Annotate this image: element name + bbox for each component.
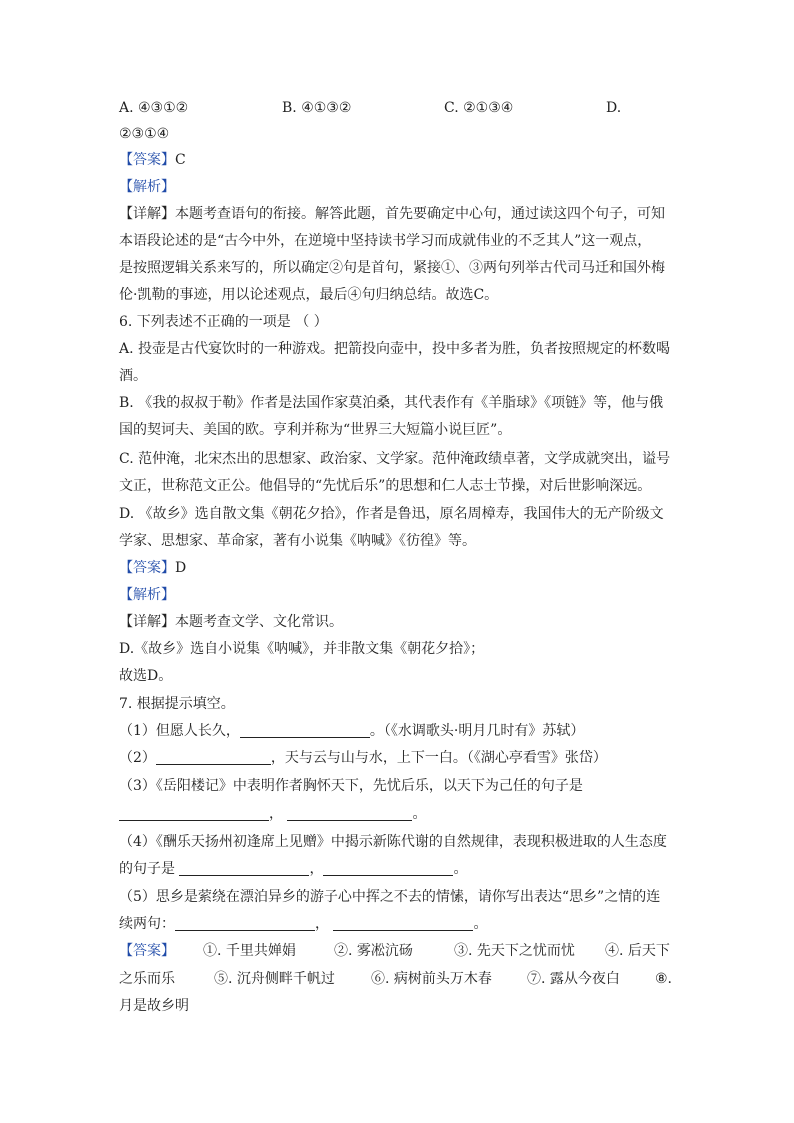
fill-blank[interactable] <box>175 914 315 931</box>
q7-answer-line1 <box>119 938 679 964</box>
q7-item-3-line2 <box>119 801 679 827</box>
q7-answer-line3: 月是故乡明 <box>119 998 189 1014</box>
q7-item-5-line2 <box>119 911 679 937</box>
answer-item: ④. 后天下 <box>605 943 670 959</box>
answer-value: D <box>175 560 187 576</box>
q7-item-5-line1: （5）思乡是萦绕在漂泊异乡的游子心中挥之不去的情愫，请你写出表达“思乡”之情的连 <box>119 889 661 905</box>
fill-blank[interactable] <box>323 859 453 876</box>
item-text: 。（《水调歌头·明月几时有》苏轼） <box>369 723 585 739</box>
q5-option-c: C. ②①③④ <box>444 100 514 116</box>
q5-option-d-label: D. <box>606 100 622 116</box>
item-text: 。 <box>473 916 488 932</box>
item-text: （1）但愿人长久， <box>119 723 240 739</box>
q7-answer-line2 <box>119 966 679 992</box>
q5-detail-line: 伦·凯勒的事迹，用以论述观点，最后④句归纳总结。故选C。 <box>119 287 499 303</box>
item-text: 续两句： <box>119 916 175 932</box>
answer-item: ②. 雾凇沆砀 <box>334 943 413 959</box>
q5-option-d-value: ②③①④ <box>119 126 170 142</box>
detail-tag: 【详解】 <box>119 206 175 222</box>
fill-blank[interactable] <box>119 804 269 821</box>
q6-option-line: 国的契诃夫、美国的欧。亨利并称为“世界三大短篇小说巨匠”。 <box>119 422 512 438</box>
q6-option-line: 学家、思想家、革命家，著有小说集《呐喊》《彷徨》等。 <box>119 533 476 549</box>
q6-detail-line <box>119 609 679 635</box>
q6-analysis-tag: 【解析】 <box>119 587 175 603</box>
item-text: 。 <box>453 861 468 877</box>
answer-tag: 【答案】 <box>119 943 175 959</box>
answer-item: ⑥. 病树前头万木春 <box>371 971 492 987</box>
q5-answer <box>119 147 679 173</box>
answer-item: ①. 千里共婵娟 <box>203 943 296 959</box>
answer-item: ⑤. 沉舟侧畔千帆过 <box>214 971 335 987</box>
answer-item: ⑦. 露从今夜白 <box>527 971 620 987</box>
q5-detail-line: 是按照逻辑关系来写的，所以确定②句是首句，紧接①、③两句列举古代司马迁和国外梅 <box>119 260 665 276</box>
q5-detail-line <box>119 201 679 227</box>
q5-option-a: A. ④③①② <box>119 100 189 116</box>
item-text: 的句子是 <box>119 861 175 877</box>
fill-blank[interactable] <box>333 914 473 931</box>
q6-option-line: 文正，世称范文正公。他倡导的“先忧后乐”的思想和仁人志士节操，对后世影响深远。 <box>119 478 652 494</box>
answer-item: ③. 先天下之忧而忧 <box>454 943 575 959</box>
q6-option-line: C. 范仲淹，北宋杰出的思想家、政治家、文学家。范仲淹政绩卓著，文学成就突出，谥号 <box>119 451 671 467</box>
answer-tag: 【答案】 <box>119 152 175 168</box>
item-text: 。 <box>412 806 427 822</box>
fill-blank[interactable] <box>240 721 370 738</box>
answer-value: C <box>175 152 186 168</box>
q6-option-line: A. 投壶是古代宴饮时的一种游戏。把箭投向壶中，投中多者为胜，负者按照规定的杯数喝 <box>119 341 671 357</box>
q7-item-3-line1: （3）《岳阳楼记》中表明作者胸怀天下，先忧后乐，以天下为己任的句子是 <box>119 778 583 794</box>
q7-stem: 7. 根据提示填空。 <box>119 696 235 712</box>
item-text: （2） <box>119 750 156 766</box>
q6-stem: 6. 下列表述不正确的一项是 （ ） <box>119 314 328 330</box>
fill-blank[interactable] <box>179 859 309 876</box>
item-text: ， <box>309 861 324 877</box>
q7-item-2 <box>119 745 679 771</box>
fill-blank[interactable] <box>287 804 412 821</box>
detail-text: 本题考查语句的衔接。解答此题，首先要确定中心句，通过读这四个句子，可知 <box>175 206 665 222</box>
q6-answer <box>119 555 679 581</box>
item-text: ， <box>269 806 283 822</box>
detail-text: 本题考查文学、文化常识。 <box>175 614 343 630</box>
answer-tag: 【答案】 <box>119 560 175 576</box>
item-text: ， <box>315 916 329 932</box>
item-text: ，天与云与山与水，上下一白。（《湖心亭看雪》张岱） <box>270 750 607 766</box>
q5-analysis-tag: 【解析】 <box>119 179 175 195</box>
answer-item: ⑧. <box>655 971 673 987</box>
q7-item-4-line1: （4）《酬乐天扬州初逢席上见赠》中揭示新陈代谢的自然规律，表现积极进取的人生态度 <box>119 834 667 850</box>
detail-tag: 【详解】 <box>119 614 175 630</box>
q7-item-1 <box>119 718 679 744</box>
answer-item: 之乐而乐 <box>119 971 175 987</box>
q6-option-line: B. 《我的叔叔于勒》作者是法国作家莫泊桑，其代表作有《羊脂球》《项链》等，他与俄 <box>119 395 664 411</box>
q5-detail-line: 本语段论述的是“古今中外，在逆境中坚持读书学习而成就伟业的不乏其人”这一观点， <box>119 233 652 249</box>
q7-item-4-line2 <box>119 856 679 882</box>
q6-note-line: 故选D。 <box>119 668 173 684</box>
fill-blank[interactable] <box>156 748 271 765</box>
q6-option-line: D. 《故乡》选自散文集《朝花夕拾》，作者是鲁迅，原名周樟寿，我国伟大的无产阶级文 <box>119 506 664 522</box>
q6-option-line: 酒。 <box>119 368 147 384</box>
q5-option-b: B. ④①③② <box>282 100 352 116</box>
q6-note-line: D.《故乡》选自小说集《呐喊》，并非散文集《朝花夕拾》； <box>119 641 485 657</box>
